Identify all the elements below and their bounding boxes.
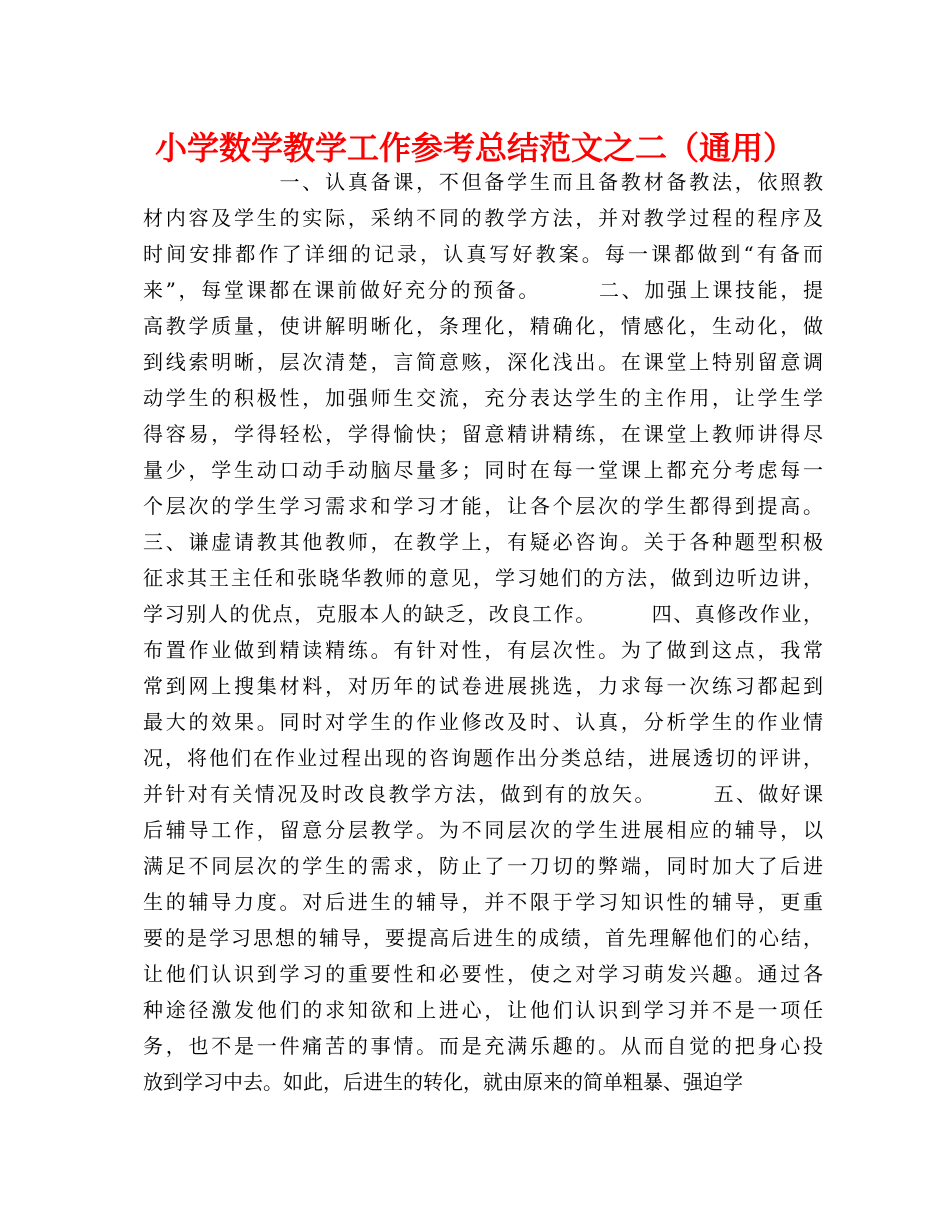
body-line: 三、谦虚请教其他教师，在教学上，有疑必咨询。关于各种题型积极 [143, 530, 823, 554]
body-line: 常到网上搜集材料，对历年的试卷进展挑选，力求每一次练习都起到 [143, 674, 823, 698]
body-line: 学习别人的优点，克服本人的缺乏，改良工作。 四、真修改作业， [143, 602, 823, 626]
body-line: 到线索明晰，层次清楚，言简意赅，深化浅出。在课堂上特别留意调 [143, 350, 823, 374]
body-line: 量少，学生动口动手动脑尽量多；同时在每一堂课上都充分考虑每一 [143, 458, 823, 482]
body-line: 布置作业做到精读精练。有针对性，有层次性。为了做到这点，我常 [143, 638, 823, 662]
body-line: 一、认真备课，不但备学生而且备教材备教法，依照教 [143, 170, 823, 194]
body-line: 生的辅导力度。对后进生的辅导，并不限于学习知识性的辅导，更重 [143, 890, 823, 914]
body-line: 得容易，学得轻松，学得愉快；留意精讲精练，在课堂上教师讲得尽 [143, 422, 823, 446]
document-title: 小学数学教学工作参考总结范文之二（通用） [154, 129, 795, 167]
body-line: 个层次的学生学习需求和学习才能，让各个层次的学生都得到提高。 [143, 494, 823, 518]
body-line: 要的是学习思想的辅导，要提高后进生的成绩，首先理解他们的心结， [143, 926, 823, 950]
body-line: 并针对有关情况及时改良教学方法，做到有的放矢。 五、做好课 [143, 782, 823, 806]
body-line: 种途径激发他们的求知欲和上进心，让他们认识到学习并不是一项任 [143, 998, 823, 1022]
body-line: 放到学习中去。如此，后进生的转化，就由原来的简单粗暴、强迫学 [143, 1070, 743, 1094]
body-line: 征求其王主任和张晓华教师的意见，学习她们的方法，做到边听边讲， [143, 566, 823, 590]
document-body [143, 164, 823, 1100]
body-line: 材内容及学生的实际，采纳不同的教学方法，并对教学过程的程序及 [143, 206, 823, 230]
body-line: 时间安排都作了详细的记录，认真写好教案。每一课都做到“有备而 [143, 242, 823, 266]
body-line: 来”，每堂课都在课前做好充分的预备。 二、加强上课技能，提 [143, 278, 823, 302]
body-line: 动学生的积极性，加强师生交流，充分表达学生的主作用，让学生学 [143, 386, 823, 410]
body-line: 况，将他们在作业过程出现的咨询题作出分类总结，进展透切的评讲， [143, 746, 823, 770]
body-line: 最大的效果。同时对学生的作业修改及时、认真，分析学生的作业情 [143, 710, 823, 734]
body-line: 让他们认识到学习的重要性和必要性，使之对学习萌发兴趣。通过各 [143, 962, 823, 986]
body-line: 高教学质量，使讲解明晰化，条理化，精确化，情感化，生动化，做 [143, 314, 823, 338]
body-line: 满足不同层次的学生的需求，防止了一刀切的弊端，同时加大了后进 [143, 854, 823, 878]
body-line: 务，也不是一件痛苦的事情。而是充满乐趣的。从而自觉的把身心投 [143, 1034, 823, 1058]
body-line: 后辅导工作，留意分层教学。为不同层次的学生进展相应的辅导，以 [143, 818, 823, 842]
